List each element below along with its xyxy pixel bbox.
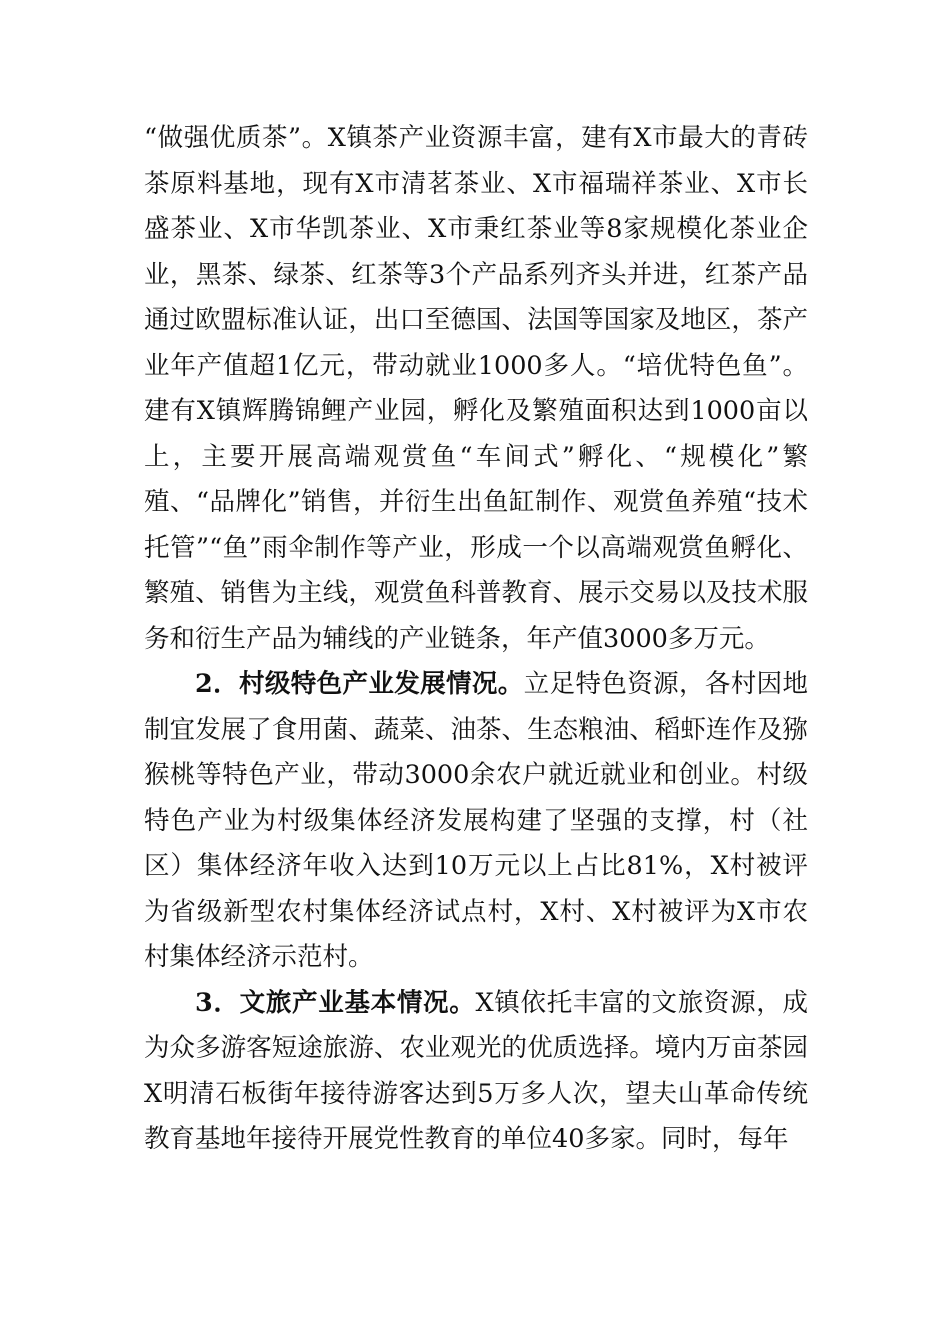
paragraph-text: X镇依托丰富的文旅资源，成为众多游客短途旅游、农业观光的优质选择。境内万亩茶园X明清石板街年接待游客达到5万多人次，望夫山革命传统教育基地年接待开展党性教育的单位40多家。同时，每年: [144, 987, 809, 1154]
paragraph-text: 立足特色资源，各村因地制宜发展了食用菌、蔬菜、油茶、生态粮油、稻虾连作及猕猴桃等特色产业，带动3000余农户就近就业和创业。村级特色产业为村级集体经济发展构建了坚强的支撑，村（社区）集体经济年收入达到10万元以上占比81%，X村被评为省级新型农村集体经济试点村，X村、X村被评为X市农村集体经济示范村。: [144, 669, 808, 972]
paragraph-text: “做强优质茶”。X镇茶产业资源丰富，建有X市最大的青砖茶原料基地，现有X市清茗茶业、X市福瑞祥茶业、X市长盛茶业、X市华凯茶业、X市秉红茶业等8家规模化茶业企业，黑茶、绿茶、红茶等3个产品系列齐头并进，红茶产品通过欧盟标准认证，出口至德国、法国等国家及地区，茶产业年产值超1亿元，带动就业1000多人。“培优特色鱼”。建有X镇辉腾锦鲤产业园，孵化及繁殖面积达到1000亩以上，主要开展高端观赏鱼“车间式”孵化、“规模化”繁殖、“品牌化”销售，并衍生出鱼缸制作、观赏鱼养殖“技术托管”“鱼”雨伞制作等产业，形成一个以高端观赏鱼孵化、繁殖、销售为主线，观赏鱼科普教育、展示交易以及技术服务和衍生产品为辅线的产业链条，年产值3000多万元。: [144, 123, 808, 654]
section-heading-village-industry: 2．村级特色产业发展情况。: [195, 669, 524, 699]
paragraph-culture-tourism: [144, 981, 808, 1163]
paragraph-village-industry: [144, 662, 808, 981]
section-heading-culture-tourism: 3．文旅产业基本情况。: [195, 987, 476, 1018]
paragraph-tea-fish: [144, 116, 808, 662]
document-body: [144, 116, 808, 1163]
